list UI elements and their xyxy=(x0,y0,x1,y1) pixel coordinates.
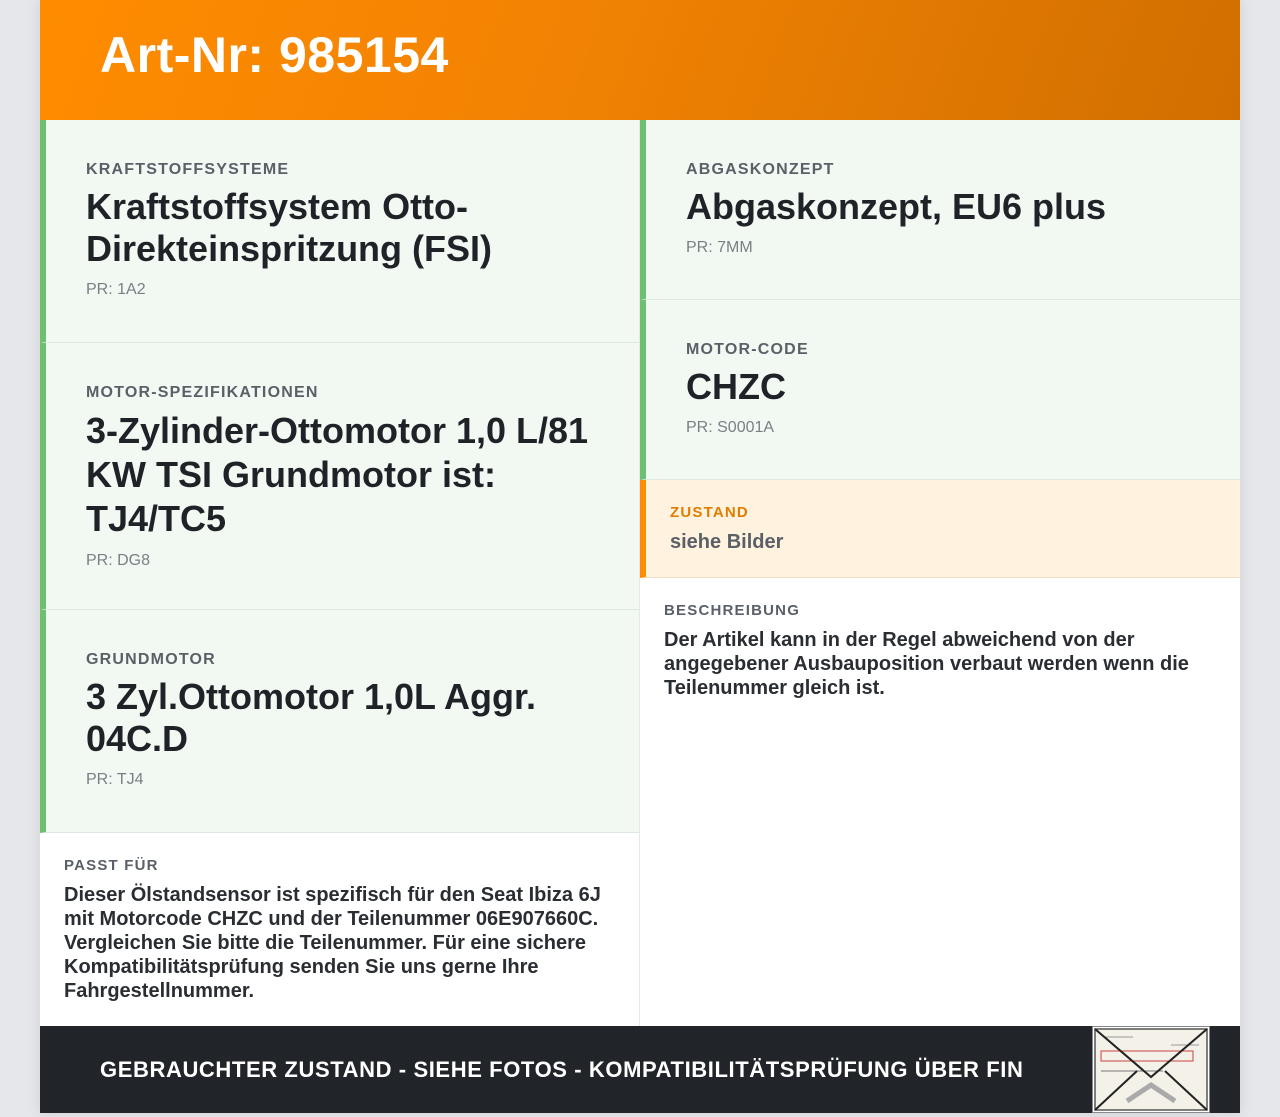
spec-label: MOTOR-SPEZIFIKATIONEN xyxy=(86,384,319,401)
beschreibung-text: Der Artikel kann in der Regel abweichend von der angegebener Ausbauposition verbaut werden wenn die Teilenummer gleich ist. xyxy=(664,629,1189,699)
zustand-label: ZUSTAND xyxy=(670,504,749,521)
spec-value: CHZC xyxy=(686,366,786,407)
spec-label: GRUNDMOTOR xyxy=(86,651,216,668)
spec-value: 3-Zylinder-Ottomotor 1,0 L/81 KW TSI Grundmotor ist: TJ4/TC5 xyxy=(86,410,589,539)
spec-value: Kraftstoffsystem Otto-Direkteinspritzung (FSI) xyxy=(86,186,493,269)
zustand-value: siehe Bilder xyxy=(670,531,784,553)
spec-pr-code: PR: S0001A xyxy=(686,419,775,436)
header-banner xyxy=(40,0,1240,120)
spec-card-motor-spezifikationen xyxy=(40,343,639,610)
passt-fuer-section xyxy=(40,833,639,1003)
spec-card-kraftstoffsysteme xyxy=(40,120,639,343)
spec-label: ABGASKONZEPT xyxy=(686,161,835,178)
spec-pr-code: PR: DG8 xyxy=(86,552,151,569)
right-column xyxy=(640,120,1240,1026)
passt-fuer-label: PASST FÜR xyxy=(64,857,159,874)
spec-columns xyxy=(40,120,1240,1026)
spec-card-grundmotor xyxy=(40,610,639,833)
zustand-card xyxy=(640,480,1240,578)
beschreibung-label: BESCHREIBUNG xyxy=(664,602,801,619)
beschreibung-section xyxy=(640,578,1240,700)
spec-pr-code: PR: TJ4 xyxy=(86,771,144,788)
footer-tagline: GEBRAUCHTER ZUSTAND - SIEHE FOTOS - KOMPATIBILITÄTSPRÜFUNG ÜBER FIN xyxy=(100,1056,1024,1082)
left-column xyxy=(40,120,640,1026)
envelope-document-icon xyxy=(1092,1026,1210,1113)
spec-value: 3 Zyl.Ottomotor 1,0L Aggr. 04C.D xyxy=(86,676,537,759)
footer-bar xyxy=(40,1026,1240,1113)
spec-label: KRAFTSTOFFSYSTEME xyxy=(86,161,290,178)
spec-pr-code: PR: 7MM xyxy=(686,239,753,256)
spec-label: MOTOR-CODE xyxy=(686,341,809,358)
spec-card-abgaskonzept xyxy=(640,120,1240,300)
article-number-title: Art-Nr: 985154 xyxy=(100,27,449,83)
spec-card-motor-code xyxy=(640,300,1240,480)
spec-value: Abgaskonzept, EU6 plus xyxy=(686,186,1107,227)
passt-fuer-text: Dieser Ölstandsensor ist spezifisch für den Seat Ibiza 6J mit Motorcode CHZC und der Teilenummer 06E907660C. Vergleichen Sie bitte die Teilenummer. Für eine sichere Kompatibilitätsprüfung senden Sie uns gerne Ihre Fahrgestellnummer. xyxy=(64,884,601,1002)
spec-pr-code: PR: 1A2 xyxy=(86,281,146,298)
product-sheet xyxy=(40,0,1240,1113)
